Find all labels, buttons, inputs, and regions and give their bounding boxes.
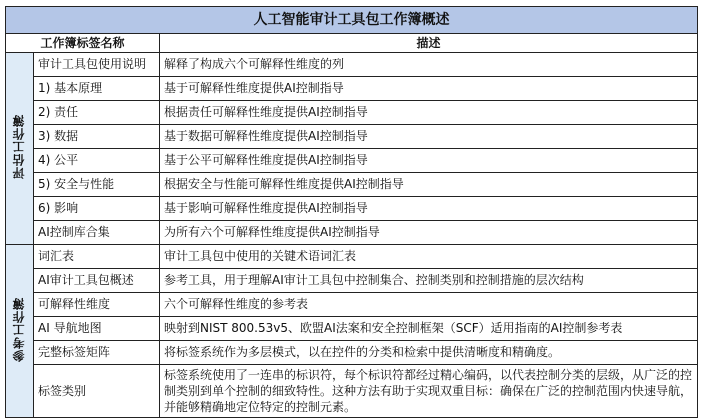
description-cell: 映射到NIST 800.53v5、欧盟AI法案和安全控制框架（SCF）适用指南的AI控制参考表 xyxy=(160,317,698,341)
description-cell: 审计工具包中使用的关键术语词汇表 xyxy=(160,245,698,269)
column-header-description: 描述 xyxy=(160,34,698,53)
tab-name-cell: 1) 基本原理 xyxy=(34,77,160,101)
description-cell: 为所有六个可解释性维度提供AI控制指导 xyxy=(160,221,698,245)
description-cell: 解释了构成六个可解释性维度的列 xyxy=(160,53,698,77)
description-cell: 基于可解释性维度提供AI控制指导 xyxy=(160,77,698,101)
description-cell: 标签系统使用了一连串的标识符，每个标识符都经过精心编码，以代表控制分类的层级，从广泛的控制类别到单个控制的细致特性。这种方法有助于实现双重目标：确保在广泛的控制范围内快速导航，并能够精确地定位特定的控制元素。 xyxy=(160,365,698,418)
tab-name-cell: 审计工具包使用说明 xyxy=(34,53,160,77)
tab-name-cell: 4) 公平 xyxy=(34,149,160,173)
description-cell: 参考工具，用于理解AI审计工具包中控制集合、控制类别和控制措施的层次结构 xyxy=(160,269,698,293)
description-cell: 将标签系统作为多层模式，以在控件的分类和检索中提供清晰度和精确度。 xyxy=(160,341,698,365)
workbook-overview-sheet xyxy=(5,6,697,418)
description-cell: 根据安全与性能可解释性维度提供AI控制指导 xyxy=(160,173,698,197)
description-cell: 基于数据可解释性维度提供AI控制指导 xyxy=(160,125,698,149)
tab-name-cell: AI 导航地图 xyxy=(34,317,160,341)
description-cell: 六个可解释性维度的参考表 xyxy=(160,293,698,317)
tab-name-cell: 完整标签矩阵 xyxy=(34,341,160,365)
overview-table xyxy=(5,6,698,418)
tab-name-cell: AI控制库合集 xyxy=(34,221,160,245)
tab-name-cell: 词汇表 xyxy=(34,245,160,269)
table-title: 人工智能审计工具包工作簿概述 xyxy=(6,7,698,34)
description-cell: 基于公平可解释性维度提供AI控制指导 xyxy=(160,149,698,173)
tab-name-cell: 6) 影响 xyxy=(34,197,160,221)
tab-name-cell: 2) 责任 xyxy=(34,101,160,125)
section-label-assessment: 评估工作簿 xyxy=(6,53,34,245)
section-label-reference: 参考工作簿 xyxy=(6,245,34,418)
tab-name-cell: 5) 安全与性能 xyxy=(34,173,160,197)
column-header-tab-name: 工作簿标签名称 xyxy=(6,34,160,53)
tab-name-cell: 3) 数据 xyxy=(34,125,160,149)
tab-name-cell: 可解释性维度 xyxy=(34,293,160,317)
description-cell: 基于影响可解释性维度提供AI控制指导 xyxy=(160,197,698,221)
tab-name-cell: AI审计工具包概述 xyxy=(34,269,160,293)
tab-name-cell: 标签类别 xyxy=(34,365,160,418)
description-cell: 根据责任可解释性维度提供AI控制指导 xyxy=(160,101,698,125)
